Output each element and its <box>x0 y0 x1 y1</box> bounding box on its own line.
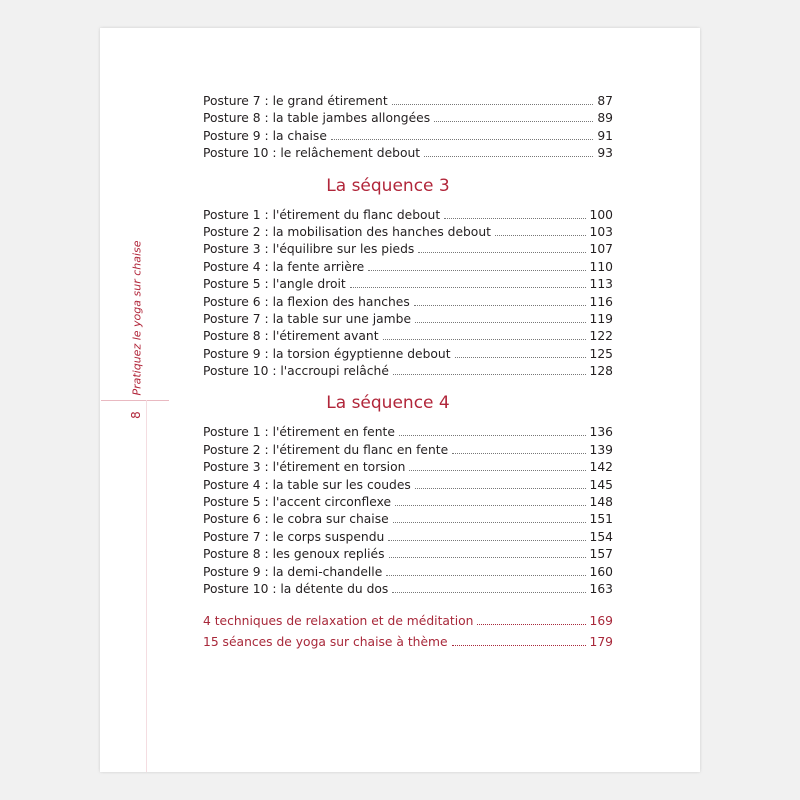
leader-dots <box>477 612 585 625</box>
leader-dots <box>389 545 586 558</box>
toc-entry-page: 148 <box>589 495 613 510</box>
toc-entry-page: 107 <box>589 242 613 257</box>
leader-dots <box>415 476 586 489</box>
leader-dots <box>409 458 585 471</box>
toc-entry-page: 113 <box>589 277 613 292</box>
toc-entry-label: Posture 3 : l'étirement en torsion <box>203 460 406 475</box>
toc-entry-label: Posture 8 : la table jambes allongées <box>203 111 431 126</box>
toc-entry-label: Posture 4 : la fente arrière <box>203 259 365 274</box>
toc-entry-label: Posture 9 : la demi-chandelle <box>203 564 383 579</box>
leader-dots <box>386 563 585 576</box>
toc-entry[interactable] <box>203 423 613 440</box>
toc-entry[interactable] <box>203 510 613 527</box>
toc-entry-page: 142 <box>589 460 613 475</box>
toc-entry-page: 100 <box>589 207 613 222</box>
table-of-contents <box>203 92 613 653</box>
toc-entry-page: 122 <box>589 329 613 344</box>
toc-entry-label: Posture 9 : la chaise <box>203 128 327 143</box>
toc-entry-label: 15 séances de yoga sur chaise à thème <box>203 635 448 650</box>
toc-entry-page: 116 <box>589 294 613 309</box>
toc-entry-page: 179 <box>589 635 613 650</box>
leader-dots <box>434 109 593 122</box>
side-vertical-divider <box>146 400 147 772</box>
toc-entry-label: Posture 7 : la table sur une jambe <box>203 311 412 326</box>
leader-dots <box>444 206 585 219</box>
toc-entry[interactable] <box>203 223 613 240</box>
leader-dots <box>388 528 585 541</box>
toc-entry-label: Posture 7 : le corps suspendu <box>203 529 385 544</box>
toc-entry-label: Posture 7 : le grand étirement <box>203 94 388 108</box>
toc-entry-page: 160 <box>589 564 613 579</box>
toc-entry-label: Posture 2 : l'étirement du flanc en fente <box>203 442 449 457</box>
toc-entry[interactable] <box>203 258 613 275</box>
toc-entry-page: 125 <box>589 346 613 361</box>
toc-entry-label: Posture 8 : les genoux repliés <box>203 547 385 562</box>
toc-entry-page: 136 <box>589 425 613 440</box>
leader-dots <box>452 441 585 454</box>
toc-entry-extra[interactable] <box>203 611 613 632</box>
toc-entry[interactable] <box>203 206 613 223</box>
toc-block-sequence-3 <box>203 206 613 380</box>
page-number: 8 <box>129 411 143 419</box>
toc-entry-page: 128 <box>589 364 613 379</box>
leader-dots <box>368 258 585 271</box>
leader-dots <box>392 580 585 593</box>
toc-entry-page: 87 <box>597 94 613 108</box>
leader-dots <box>452 633 586 646</box>
toc-entry-page: 91 <box>597 128 613 143</box>
leader-dots <box>399 423 586 436</box>
toc-entry-page: 154 <box>589 529 613 544</box>
toc-entry-page: 119 <box>589 311 613 326</box>
toc-entry[interactable] <box>203 528 613 545</box>
toc-entry-label: Posture 2 : la mobilisation des hanches debout <box>203 224 491 239</box>
toc-entry-label: Posture 8 : l'étirement avant <box>203 329 379 344</box>
toc-entry-label: Posture 9 : la torsion égyptienne debout <box>203 346 451 361</box>
toc-entry[interactable] <box>203 240 613 257</box>
leader-dots <box>495 223 586 236</box>
toc-entry[interactable] <box>203 458 613 475</box>
toc-entry-label: Posture 5 : l'accent circonflexe <box>203 495 392 510</box>
toc-entry-label: Posture 4 : la table sur les coudes <box>203 477 411 492</box>
toc-entry-label: Posture 10 : l'accroupi relâché <box>203 364 389 379</box>
toc-entry-page: 139 <box>589 442 613 457</box>
toc-entry[interactable] <box>203 476 613 493</box>
running-title: Pratiquez le yoga sur chaise <box>130 240 144 396</box>
toc-entry-label: Posture 3 : l'équilibre sur les pieds <box>203 242 415 257</box>
toc-block-sequence-4 <box>203 423 613 597</box>
leader-dots <box>455 345 586 358</box>
toc-entry-label: Posture 6 : le cobra sur chaise <box>203 512 389 527</box>
toc-entry[interactable] <box>203 345 613 362</box>
toc-block-continued <box>203 92 613 162</box>
leader-dots <box>393 362 586 375</box>
spacer <box>203 597 613 611</box>
toc-entry-page: 169 <box>589 614 613 629</box>
leader-dots <box>424 144 593 157</box>
toc-entry-label: Posture 1 : l'étirement du flanc debout <box>203 207 441 222</box>
toc-entry-label: Posture 10 : le relâchement debout <box>203 146 421 161</box>
toc-entry-page: 110 <box>589 259 613 274</box>
toc-entry[interactable] <box>203 293 613 310</box>
toc-entry-page: 103 <box>589 224 613 239</box>
toc-entry-page: 151 <box>589 512 613 527</box>
section-title-sequence-4: La séquence 4 <box>326 393 450 414</box>
toc-entry-extra[interactable] <box>203 632 613 653</box>
leader-dots <box>395 493 585 506</box>
leader-dots <box>415 310 586 323</box>
side-divider <box>101 400 169 401</box>
toc-block-extras <box>203 611 613 653</box>
toc-entry-page: 145 <box>589 477 613 492</box>
toc-entry-label: Posture 6 : la flexion des hanches <box>203 294 410 309</box>
leader-dots <box>383 327 586 340</box>
section-title-sequence-3: La séquence 3 <box>326 175 450 196</box>
toc-entry[interactable] <box>203 109 613 126</box>
toc-entry[interactable] <box>203 493 613 510</box>
toc-entry[interactable] <box>203 92 613 109</box>
leader-dots <box>418 240 585 253</box>
toc-entry[interactable] <box>203 144 613 161</box>
leader-dots <box>392 92 594 105</box>
toc-entry-label: Posture 10 : la détente du dos <box>203 581 389 596</box>
leader-dots <box>414 293 586 306</box>
toc-entry[interactable] <box>203 580 613 597</box>
toc-entry-page: 157 <box>589 547 613 562</box>
leader-dots <box>331 127 593 140</box>
toc-entry-label: Posture 1 : l'étirement en fente <box>203 425 395 440</box>
toc-entry-page: 89 <box>597 111 613 126</box>
toc-entry[interactable] <box>203 275 613 292</box>
leader-dots <box>350 275 586 288</box>
leader-dots <box>393 510 586 523</box>
toc-entry-page: 93 <box>597 146 613 161</box>
toc-entry[interactable] <box>203 127 613 144</box>
toc-entry[interactable] <box>203 545 613 562</box>
toc-entry[interactable] <box>203 441 613 458</box>
toc-entry-label: 4 techniques de relaxation et de méditation <box>203 614 474 629</box>
toc-entry[interactable] <box>203 310 613 327</box>
toc-entry[interactable] <box>203 362 613 379</box>
toc-entry[interactable] <box>203 563 613 580</box>
toc-entry[interactable] <box>203 327 613 344</box>
toc-entry-label: Posture 5 : l'angle droit <box>203 277 346 292</box>
toc-entry-page: 163 <box>589 581 613 596</box>
